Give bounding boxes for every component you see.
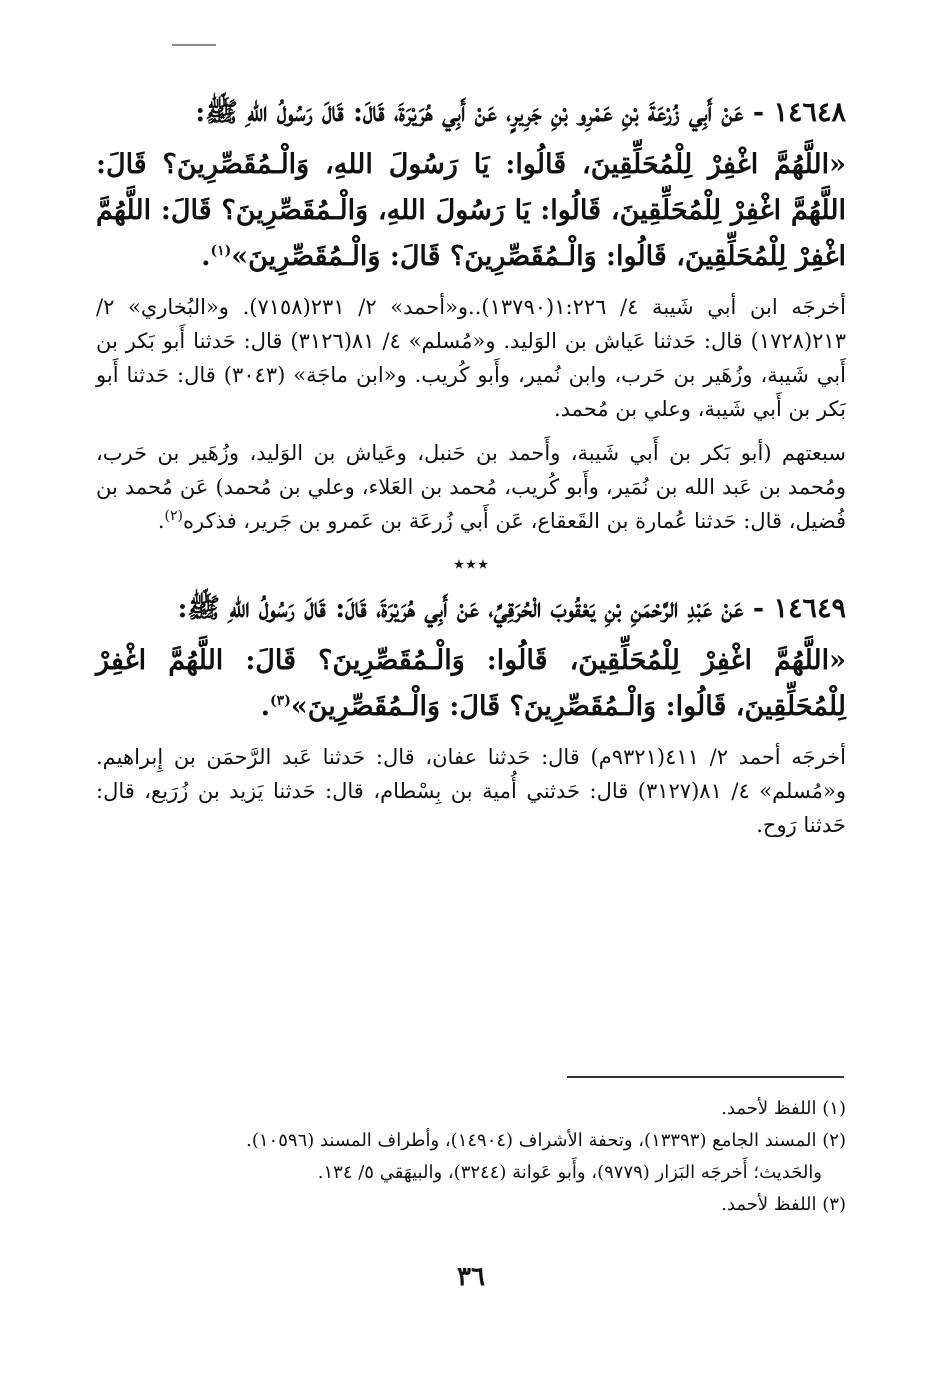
footnote-ref-2[interactable]: (٢) bbox=[164, 508, 183, 524]
footnote-separator-rule bbox=[567, 1076, 844, 1078]
footnote-2: (٢) المسند الجامع (١٣٣٩٣)، وتحفة الأشراف (١٤٩٠٤)، وأطراف المسند (١٠٥٩٦). bbox=[246, 1130, 846, 1151]
footnote-3: (٣) اللفظ لأحمد. bbox=[721, 1194, 846, 1215]
footnotes bbox=[96, 1093, 846, 1221]
footnote-ref-1[interactable]: (١) bbox=[210, 243, 232, 259]
hadith-1-matn-end: . bbox=[201, 241, 211, 272]
hadith-1-takhrij: أخرجَه ابن أبي شَيبة ٤/ ١:٢٢٦(١٣٧٩٠)..و«أحمد» ٢/ ٢٣١(٧١٥٨). و«البُخاري» ٢/ ٢١٣(١٧٢٨) قال: حَدثنا عَياش بن الوَليد. و«مُسلم» ٤/ ٨١(٣١٢٦) قال: حَدثنا أَبو بَكر بن أَبي شَيبة، وزُهَير بن حَرب، وابن نُمير، وأَبو كُريب. و«ابن ماجَة» (٣٠٤٣) قال: حَدثنا أَبو بَكر بن أَبي شَيبة، وعلي بن مُحمد. bbox=[96, 295, 846, 421]
main-text bbox=[96, 90, 846, 852]
hadith-1-matn-text: «اللَّهُمَّ اغْفِرْ لِلْمُحَلِّقِينَ، قَالُوا: يَا رَسُولَ اللهِ، وَالْـمُقَصِّرِينَ؟ قَالَ: اللَّهُمَّ اغْفِرْ لِلْمُحَلِّقِينَ، قَالُوا: يَا رَسُولَ اللهِ، وَالْـمُقَصِّرِينَ؟ قَالَ: اللَّهُمَّ اغْفِرْ لِلْمُحَلِّقِينَ، قَالُوا: وَالْـمُقَصِّرِينَ؟ قَالَ: وَالْـمُقَصِّرِينَ» bbox=[96, 149, 846, 272]
hadith-1-summary-end: . bbox=[157, 509, 165, 533]
hadith-1-isnad: عَنْ أَبِي زُرْعَةَ بْنِ عَمْرِو بْنِ جَرِيرٍ، عَنْ أَبِي هُرَيْرَةَ، قَالَ: قَالَ رَسُولُ اللهِ ﷺ: bbox=[195, 97, 744, 128]
hadith-2-isnad: عَنْ عَبْدِ الرَّحْمَنِ بْنِ يَعْقُوبَ الْحُرَقِيِّ، عَنْ أَبِي هُرَيْرَةَ، قَالَ: قَالَ رَسُولُ اللهِ ﷺ: bbox=[177, 593, 744, 624]
footnote-2-continuation: والحَديث؛ أَخرجَه البَزار (٩٧٧٩)، وأَبو عَوانة (٣٢٤٤)، والبيهَقي ٥/ ١٣٤. bbox=[317, 1162, 822, 1183]
page-number: ٣٦ bbox=[457, 1262, 485, 1292]
hadith-2-heading bbox=[96, 586, 846, 632]
hadith-1-matn bbox=[96, 142, 846, 280]
hadith-2-matn bbox=[96, 638, 846, 730]
hadith-2-takhrij: أخرجَه أحمد ٢/ ٤١١(٩٣٢١م) قال: حَدثنا عفان، قال: حَدثنا عَبد الرَّحمَن بن إِبراهيم. و«مُسلم» ٤/ ٨١(٣١٢٧) قال: حَدثني أُمية بن بِسْطام، قال: حَدثنا يَزيد بن زُرَيع، قال: حَدثنا رَوح. bbox=[96, 745, 846, 837]
hadith-1-heading bbox=[96, 90, 846, 136]
footnote-ref-3[interactable]: (٣) bbox=[270, 693, 291, 709]
hadith-1-summary-text: سبعتهم (أبو بَكر بن أَبي شَيبة، وأَحمد بن حَنبل، وعَياش بن الوَليد، وزُهَير بن حَرب، ومُحمد بن عَبد الله بن نُمَير، وأَبو كُريب، مُحمد بن العَلاء، وعلي بن مُحمد) عَن مُحمد بن فُضيل، قال: حَدثنا عُمارة بن القَعقاع، عَن أَبي زُرعَة بن عَمرو بن جَرير، فذكره bbox=[96, 441, 846, 533]
hadith-2-matn-end: . bbox=[260, 691, 271, 722]
section-separator: ٭٭٭ bbox=[453, 552, 489, 577]
footnote-1: (١) اللفظ لأحمد. bbox=[721, 1098, 846, 1119]
hadith-1-summary bbox=[96, 436, 846, 538]
hadith-2-matn-text: «اللَّهُمَّ اغْفِرْ لِلْمُحَلِّقِينَ، قَالُوا: وَالْـمُقَصِّرِينَ؟ قَالَ: اللَّهُمَّ اغْفِرْ لِلْمُحَلِّقِينَ، قَالُوا: وَالْـمُقَصِّرِينَ؟ قَالَ: وَالْـمُقَصِّرِينَ» bbox=[96, 645, 846, 722]
top-decorative-rule bbox=[172, 44, 216, 46]
hadith-2-number: ١٤٦٤٩ - bbox=[752, 593, 846, 624]
hadith-1-number: ١٤٦٤٨ - bbox=[752, 97, 846, 128]
